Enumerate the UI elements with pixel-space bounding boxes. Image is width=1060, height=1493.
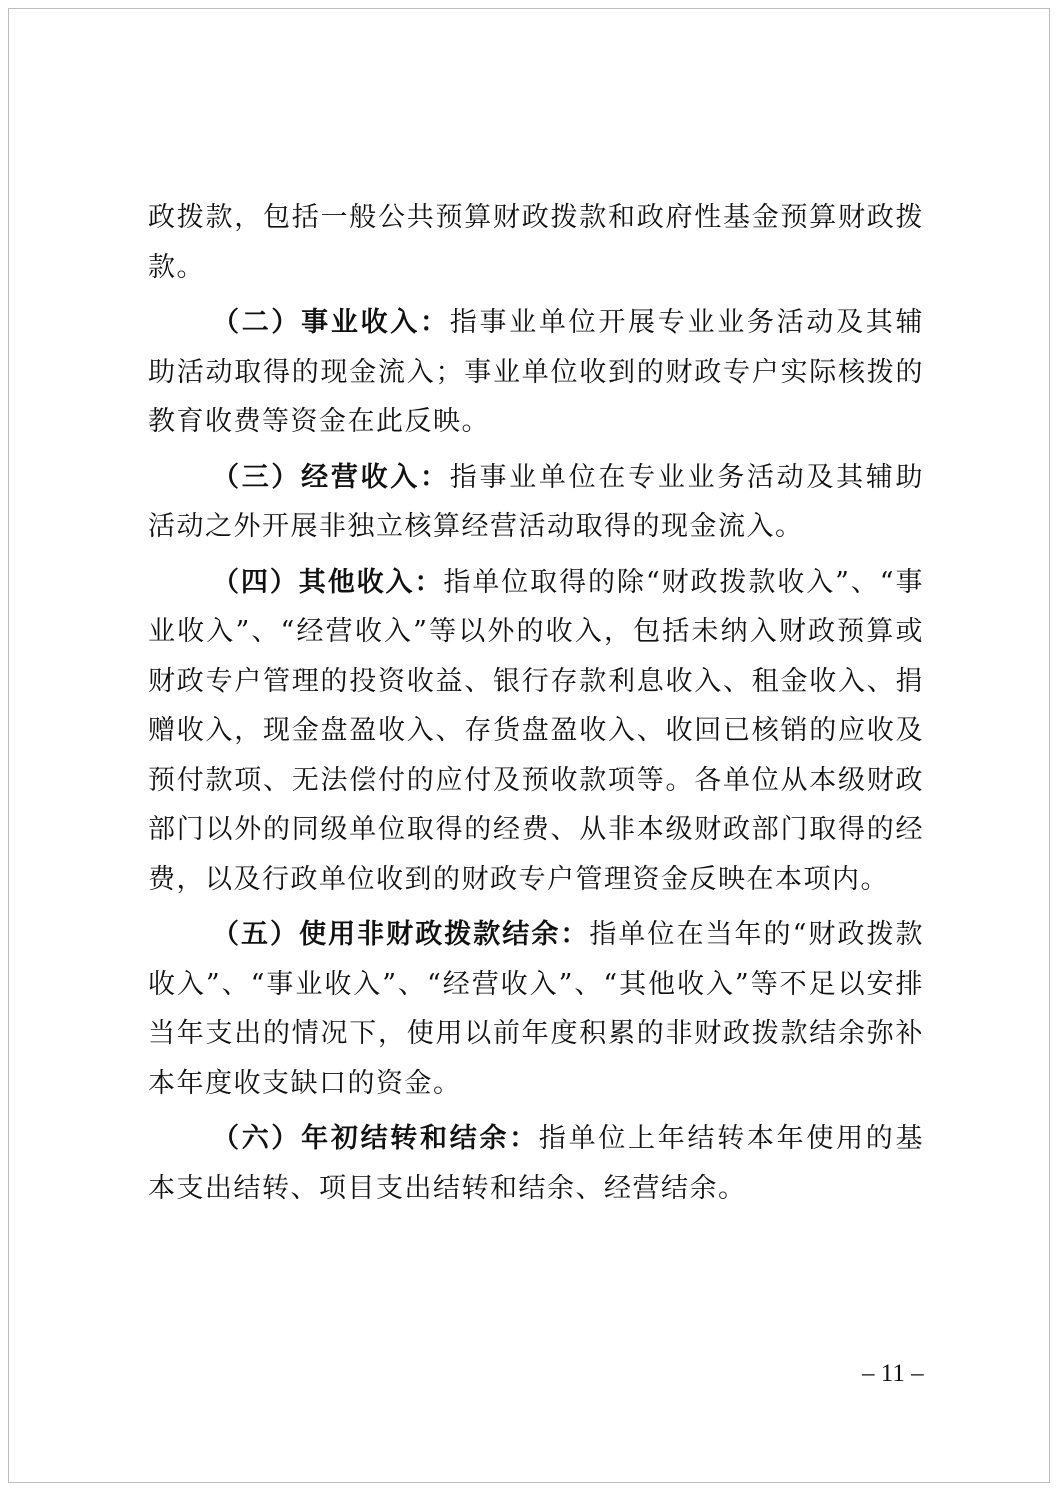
paragraph-non-fiscal-surplus bbox=[148, 910, 924, 1108]
document-body bbox=[148, 193, 924, 1219]
paragraph-other-income bbox=[148, 558, 924, 905]
paragraph-business-income bbox=[148, 298, 924, 447]
paragraph-text: 指单位在当年的“财政拨款收入”、“事业收入”、“经营收入”、“其他收入”等不足以安排当年支出的情况下，使用以前年度积累的非财政拨款结余弥补本年度收支缺口的资金。 bbox=[148, 919, 924, 1099]
paragraph-text: 指单位上年结转本年使用的基本支出结转、项目支出结转和结余、经营结余。 bbox=[148, 1123, 924, 1204]
paragraph-text: 指事业单位在专业业务活动及其辅助活动之外开展非独立核算经营活动取得的现金流入。 bbox=[148, 461, 925, 542]
paragraph-heading: （二）事业收入： bbox=[212, 307, 450, 338]
paragraph-continuation bbox=[148, 193, 924, 292]
paragraph-text: 指事业单位开展专业业务活动及其辅助活动取得的现金流入；事业单位收到的财政专户实际核拨的教育收费等资金在此反映。 bbox=[148, 307, 925, 437]
paragraph-operating-income bbox=[148, 453, 924, 552]
paragraph-heading: （六）年初结转和结余： bbox=[212, 1123, 539, 1154]
paragraph-heading: （四）其他收入： bbox=[212, 566, 444, 598]
paragraph-heading: （五）使用非财政拨款结余： bbox=[212, 919, 590, 950]
paragraph-heading: （三）经营收入： bbox=[212, 461, 450, 493]
paragraph-carryover bbox=[148, 1114, 924, 1213]
page-number: – 11 – bbox=[862, 1360, 924, 1387]
paragraph-text: 政拨款，包括一般公共预算财政拨款和政府性基金预算财政拨款。 bbox=[148, 202, 924, 283]
paragraph-text: 指单位取得的除“财政拨款收入”、“事业收入”、“经营收入”等以外的收入，包括未纳入财政预算或财政专户管理的投资收益、银行存款利息收入、租金收入、捐赠收入，现金盘盈收入、存货盘盈收入、收回已核销的应收及预付款项、无法偿付的应付及预收款项等。各单位从本级财政部门以外的同级单位取得的经费、从非本级财政部门取得的经费，以及行政单位收到的财政专户管理资金反映在本项内。 bbox=[148, 566, 924, 895]
